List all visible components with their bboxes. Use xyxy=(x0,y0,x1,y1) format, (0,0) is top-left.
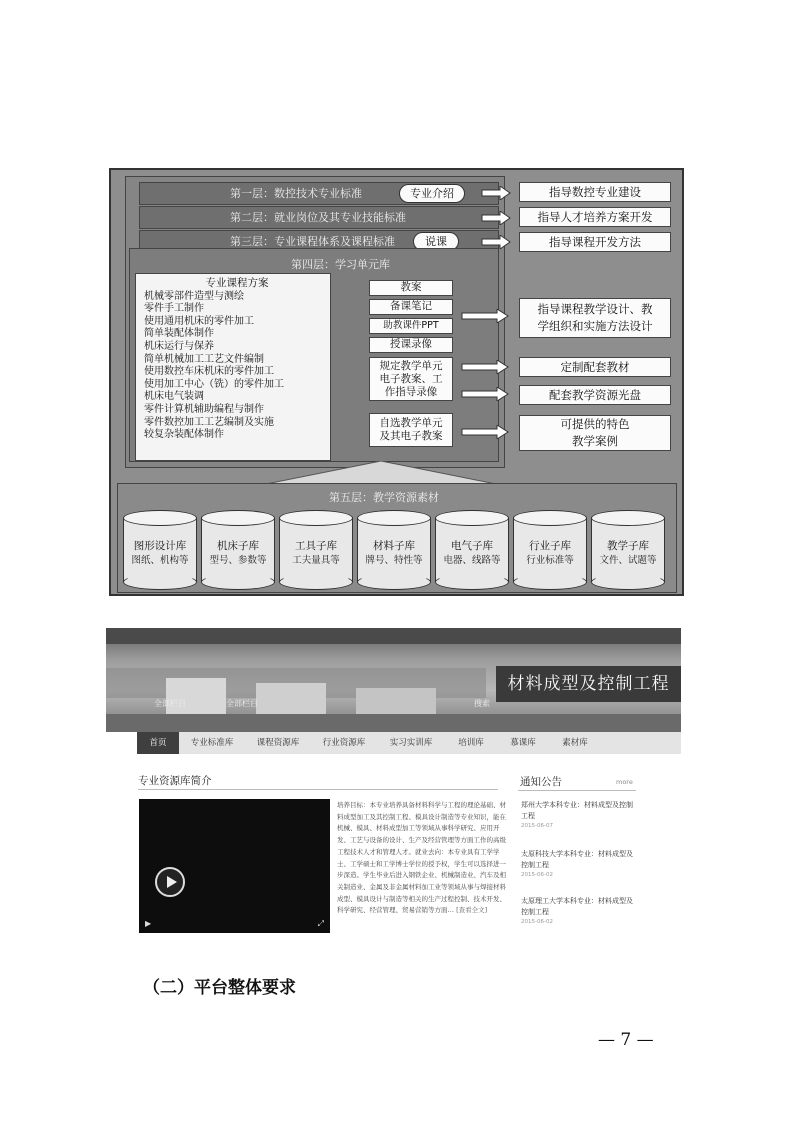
notice-item[interactable] xyxy=(521,800,637,831)
material-line: 及其电子教案 xyxy=(379,430,443,442)
layer-2-bar xyxy=(139,206,499,229)
program-item: 零件计算机辅助编程与制作 xyxy=(144,403,264,415)
resource-structure-diagram xyxy=(109,168,684,596)
material-line: 作指导录像 xyxy=(384,386,438,398)
fullscreen-icon[interactable]: ⤢ xyxy=(317,919,324,928)
up-arrow-icon xyxy=(261,461,501,485)
play-icon[interactable] xyxy=(155,867,185,897)
program-item: 使用加工中心（铣）的零件加工 xyxy=(144,378,284,390)
outcome-box: 指导课程开发方法 xyxy=(519,232,671,252)
library-desc: 型号、参数等 xyxy=(209,555,267,566)
outcome-box: 定制配套教材 xyxy=(519,357,671,377)
layer-4-label: 第四层：学习单元库 xyxy=(291,258,390,271)
database-cylinder xyxy=(435,510,509,590)
nav-standards[interactable]: 专业标准库 xyxy=(190,738,234,748)
material-box-required-units xyxy=(369,357,453,401)
program-item: 机床运行与保养 xyxy=(144,340,214,352)
database-cylinder xyxy=(123,510,197,590)
outcome-box: 指导人才培养方案开发 xyxy=(519,207,671,227)
small-play-icon[interactable]: ▶ xyxy=(145,919,152,928)
database-cylinder xyxy=(279,510,353,590)
notice-more-link[interactable]: more xyxy=(616,778,633,786)
material-box-optional-units xyxy=(369,413,453,447)
banner-search-link[interactable]: 搜索 xyxy=(474,699,490,708)
layer-2-label: 第二层：就业岗位及其专业技能标准 xyxy=(230,211,406,224)
library-desc: 图纸、机构等 xyxy=(131,555,189,566)
library-desc: 电器、线路等 xyxy=(443,555,501,566)
site-nav xyxy=(137,732,681,754)
banner-link[interactable]: 全部栏目 xyxy=(154,699,186,708)
section-heading: （二）平台整体要求 xyxy=(143,978,296,998)
program-item: 机床电气装调 xyxy=(144,391,204,403)
divider xyxy=(518,790,636,791)
notice-date: 2015-06-02 xyxy=(521,919,553,925)
program-item: 较复杂装配体制作 xyxy=(144,429,224,441)
outcome-box xyxy=(519,298,671,338)
library-name: 电气子库 xyxy=(451,540,493,552)
notice-date: 2015-06-02 xyxy=(521,872,553,878)
nav-training-base[interactable]: 实习实训库 xyxy=(389,738,433,748)
database-cylinder xyxy=(591,510,665,590)
major-intro-pill: 专业介绍 xyxy=(399,184,465,203)
database-cylinder xyxy=(357,510,431,590)
notice-item[interactable] xyxy=(521,849,637,880)
notice-title[interactable]: 太原科技大学本科专业：材料成型及控制工程 xyxy=(521,850,633,869)
library-name: 教学子库 xyxy=(607,540,649,552)
layer-3-label: 第三层：专业课程体系及课程标准 xyxy=(230,235,395,248)
notice-heading: 通知公告 xyxy=(520,776,562,788)
outcome-line: 可提供的特色 xyxy=(560,417,630,431)
outcome-box: 指导数控专业建设 xyxy=(519,182,671,202)
outcome-box: 配套教学资源光盘 xyxy=(519,385,671,405)
program-item: 使用通用机床的零件加工 xyxy=(144,315,254,327)
library-desc: 文件、试题等 xyxy=(599,555,657,566)
database-cylinder xyxy=(201,510,275,590)
site-banner xyxy=(106,628,681,732)
program-title: 专业课程方案 xyxy=(205,277,269,289)
library-name: 行业子库 xyxy=(529,540,571,552)
arrow-right-icon xyxy=(481,235,511,249)
database-cylinder xyxy=(513,510,587,590)
program-item: 简单机械加工工艺文件编制 xyxy=(144,353,264,365)
library-name: 图形设计库 xyxy=(133,540,187,552)
notice-title[interactable]: 太原理工大学本科专业：材料成型及控制工程 xyxy=(521,897,633,916)
material-box-lesson-plan: 教案 xyxy=(369,280,453,296)
library-desc: 牌号、特性等 xyxy=(365,555,423,566)
arrow-right-icon xyxy=(461,387,509,401)
material-line: 规定教学单元 xyxy=(379,360,443,372)
arrow-right-icon xyxy=(461,309,509,323)
page-number: — 7 — xyxy=(598,1030,654,1050)
intro-heading: 专业资源库简介 xyxy=(138,775,212,787)
banner-title: 材料成型及控制工程 xyxy=(496,666,681,702)
library-desc: 工夫量具等 xyxy=(292,555,340,566)
outcome-line: 学组织和实施方法设计 xyxy=(537,319,653,333)
layer-1-label: 第一层：数控技术专业标准 xyxy=(230,187,362,200)
program-item: 零件手工制作 xyxy=(144,303,204,315)
video-player[interactable] xyxy=(139,799,330,933)
material-line: 自选教学单元 xyxy=(379,417,443,429)
divider xyxy=(138,789,498,790)
nav-materials[interactable]: 素材库 xyxy=(562,738,588,748)
library-name: 材料子库 xyxy=(373,540,415,552)
program-item: 使用数控车床机床的零件加工 xyxy=(144,366,274,378)
outcome-line: 教学案例 xyxy=(572,434,618,448)
program-course-list xyxy=(135,273,331,461)
library-desc: 行业标准等 xyxy=(526,555,574,566)
nav-mooc[interactable]: 慕课库 xyxy=(510,738,536,748)
outcome-line: 指导课程教学设计、教 xyxy=(537,302,653,316)
nav-training[interactable]: 培训库 xyxy=(458,738,484,748)
read-more-link[interactable]: [查看全文] xyxy=(456,906,488,915)
material-line: 电子教案、工 xyxy=(379,373,443,385)
lecture-pill: 说课 xyxy=(413,232,459,251)
library-name: 工具子库 xyxy=(295,540,337,552)
nav-industry-resources[interactable]: 行业资源库 xyxy=(322,738,366,748)
notice-item[interactable] xyxy=(521,896,637,927)
arrow-right-icon xyxy=(461,360,509,374)
layer-5-label: 第五层：教学资源素材 xyxy=(329,491,439,504)
intro-paragraph xyxy=(337,800,509,917)
notice-title[interactable]: 郑州大学本科专业：材料成型及控制工程 xyxy=(521,801,633,820)
arrow-right-icon xyxy=(481,186,511,200)
material-box-prep-notes: 备课笔记 xyxy=(369,299,453,315)
nav-course-resources[interactable]: 课程资源库 xyxy=(256,738,300,748)
arrow-right-icon xyxy=(481,211,511,225)
nav-home[interactable]: 首页 xyxy=(137,732,179,754)
arrow-right-icon xyxy=(461,425,509,439)
notice-date: 2015-06-07 xyxy=(521,823,553,829)
library-name: 机床子库 xyxy=(217,540,259,552)
material-box-ppt: 助教课件PPT xyxy=(369,318,453,334)
program-item: 简单装配体制作 xyxy=(144,328,214,340)
program-item: 零件数控加工工艺编制及实施 xyxy=(144,416,274,428)
banner-link[interactable]: 全部栏目 xyxy=(226,699,258,708)
material-box-video: 授课录像 xyxy=(369,337,453,353)
program-item: 机械零部件造型与测绘 xyxy=(144,290,244,302)
outcome-box xyxy=(519,415,671,451)
intro-text: 培养目标：本专业培养具备材料科学与工程的理论基础、材料成型加工及其控制工程、模具设计制造等专业知识，能在机械、模具、材料成型加工等领域从事科学研究、应用开发、工艺与设备的设计、生产及经营管理等方面工作的高级工程技术人才和管理人才。就业去向：本专业具有工学学士、工学硕士和工学博士学位的授予权，学生可以选择进一步深造。学生毕业后进入钢铁企业、机械制造业、汽车及相关制造业、金属及非金属材料加工业等领域从事与焊接材料成型、模具设计与制造等相关的生产过程控制、技术开发、科学研究、经营管理、贸易营销等方面… xyxy=(337,801,506,915)
